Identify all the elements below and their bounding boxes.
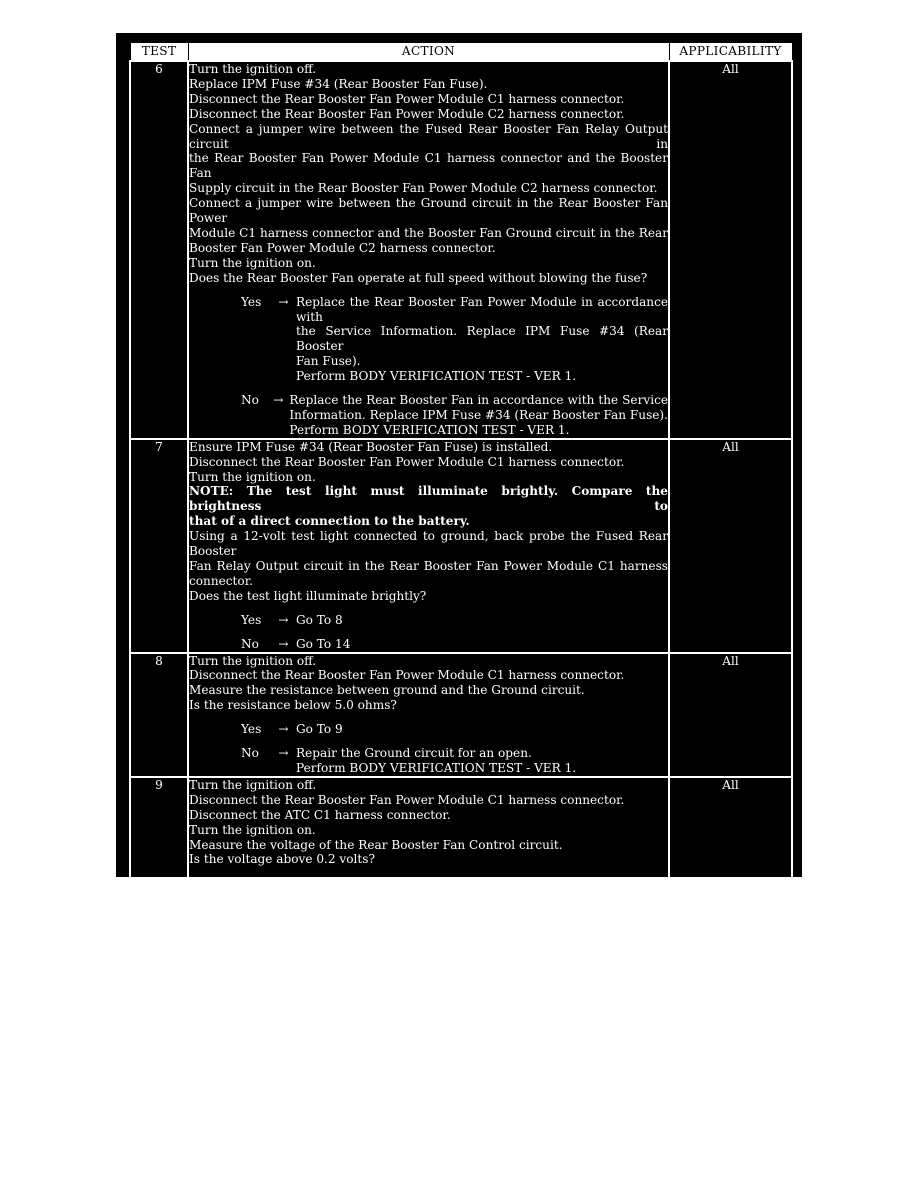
outcome-no	[189, 637, 668, 652]
outcome-answer: Yes	[241, 612, 262, 627]
right-arrow-icon: →	[273, 393, 284, 408]
outcome-no	[189, 746, 668, 776]
outcome-result	[296, 613, 668, 628]
test-number: 7	[130, 439, 188, 653]
outcome-line: Perform BODY VERIFICATION TEST - VER 1.	[271, 891, 552, 906]
action-step: Using a 12-volt test light connected to ground, back probe the Fused Rear Booster	[189, 529, 668, 559]
outcome-no	[189, 393, 668, 438]
action-step: Measure the resistance between ground and the Ground circuit.	[189, 683, 585, 698]
action-step: Turn the ignition on.	[189, 469, 316, 484]
diagnostic-test-table	[129, 42, 793, 932]
applicability-cell: All	[669, 439, 792, 653]
right-arrow-icon: →	[278, 294, 289, 309]
action-step: Disconnect the Rear Booster Fan Power Module C1 harness connector.	[189, 454, 625, 469]
right-arrow-icon: →	[278, 915, 289, 930]
header-applicability: APPLICABILITY	[669, 43, 792, 62]
action-step: Supply circuit in the Rear Booster Fan Power Module C2 harness connector.	[189, 181, 658, 196]
action-step: Connect a jumper wire between the Fused Rear Booster Fan Relay Output circuit in	[189, 121, 668, 151]
table-row	[130, 653, 792, 777]
action-cell	[188, 777, 678, 931]
action-step: Disconnect the Rear Booster Fan Power Module C2 harness connector.	[189, 106, 625, 121]
table-body	[130, 61, 792, 931]
diagnostic-table-frame	[116, 33, 802, 930]
action-step: Disconnect the Rear Booster Fan Power Module C1 harness connector.	[189, 792, 625, 807]
header-action: ACTION	[188, 43, 669, 62]
outcome-line: Go To 9	[296, 722, 343, 737]
applicability-cell: All	[669, 61, 792, 439]
test-number: 6	[130, 61, 188, 439]
outcome-result	[296, 722, 668, 737]
action-cell	[188, 653, 669, 777]
outcome-no	[189, 915, 668, 930]
outcome-line: Information. Replace IPM Fuse #34 (Rear Booster Fan Fuse).	[289, 407, 668, 422]
outcome-line: Perform BODY VERIFICATION TEST - VER 1.	[296, 760, 577, 775]
action-step: Turn the ignition off.	[189, 62, 317, 76]
action-step: Is the resistance below 5.0 ohms?	[189, 698, 397, 713]
outcome-answer: No	[241, 393, 259, 408]
action-step: connector.	[189, 573, 253, 588]
action-step: Module C1 harness connector and the Booster Fan Ground circuit in the Rear	[189, 225, 668, 240]
action-step: Disconnect the Rear Booster Fan Power Module C1 harness connector.	[189, 668, 625, 683]
action-step: Ensure IPM Fuse #34 (Rear Booster Fan Fuse) is installed.	[189, 439, 553, 454]
outcome-line: Perform BODY VERIFICATION TEST - VER 1.	[289, 422, 570, 437]
action-step: Disconnect the ATC C1 harness connector.	[189, 807, 451, 822]
action-step: Turn the ignition off.	[189, 777, 317, 792]
outcome-line: Go To 10	[296, 915, 351, 930]
outcome-result	[271, 876, 677, 906]
outcome-yes	[189, 613, 668, 628]
outcome-answer: Yes	[241, 876, 262, 891]
outcome-answer: No	[241, 636, 259, 651]
action-step: Measure the voltage of the Rear Booster Fan Control circuit.	[189, 837, 563, 852]
outcome-line: Perform BODY VERIFICATION TEST - VER 1.	[296, 369, 577, 384]
outcome-result	[296, 915, 668, 930]
table-row	[130, 439, 792, 653]
action-step: Does the Rear Booster Fan operate at full speed without blowing the fuse?	[189, 270, 648, 285]
outcome-line: the Service Information. Replace IPM Fuse #34 (Rear Booster	[296, 324, 668, 354]
action-step: Disconnect the Rear Booster Fan Power Module C1 harness connector.	[189, 91, 625, 106]
outcome-answer: No	[241, 746, 259, 761]
table-header-row	[130, 43, 792, 62]
header-test: TEST	[130, 43, 188, 62]
action-cell	[188, 439, 669, 653]
outcome-answer: Yes	[241, 294, 262, 309]
action-step: Booster Fan Power Module C2 harness connector.	[189, 240, 496, 255]
action-step: Turn the ignition off.	[189, 653, 317, 668]
outcome-yes	[189, 722, 668, 737]
outcome-result	[296, 746, 668, 776]
outcome-result	[289, 393, 668, 438]
outcome-result	[296, 637, 668, 652]
action-step: Does the test light illuminate brightly?	[189, 588, 427, 603]
action-cell	[188, 61, 669, 439]
right-arrow-icon: →	[261, 876, 272, 891]
test-number: 9	[130, 777, 188, 931]
outcome-yes	[189, 876, 678, 906]
note-text: that of a direct connection to the battery.	[189, 514, 470, 529]
outcome-line: Replace the Rear Booster Fan in accordance with the Service	[289, 393, 668, 408]
right-arrow-icon: →	[278, 746, 289, 761]
action-step: Turn the ignition on.	[189, 822, 316, 837]
note-text: NOTE: The test light must illuminate brightly. Compare the brightness to	[189, 484, 668, 514]
action-step: Turn the ignition on.	[189, 255, 316, 270]
table-row	[130, 61, 792, 439]
right-arrow-icon: →	[278, 722, 289, 737]
applicability-cell: All	[669, 653, 792, 777]
outcome-answer: No	[241, 915, 259, 930]
applicability-cell: All	[669, 777, 792, 931]
outcome-result	[296, 295, 668, 384]
action-step: Replace IPM Fuse #34 (Rear Booster Fan Fuse).	[189, 76, 488, 91]
action-step: Fan Relay Output circuit in the Rear Booster Fan Power Module C1 harness	[189, 559, 668, 573]
outcome-line: Repair the Ground circuit for an open.	[296, 746, 532, 761]
outcome-line: Go To 8	[296, 612, 343, 627]
right-arrow-icon: →	[278, 612, 289, 627]
right-arrow-icon: →	[278, 636, 289, 651]
test-number: 8	[130, 653, 188, 777]
outcome-answer: Yes	[241, 722, 262, 737]
action-step: Connect a jumper wire between the Ground circuit in the Rear Booster Fan Power	[189, 196, 668, 226]
outcome-line: Go To 14	[296, 636, 351, 651]
outcome-line: Repair the Rear Booster Fan Control circuit for a short to voltage.	[271, 876, 678, 891]
action-step: Is the voltage above 0.2 volts?	[189, 852, 375, 867]
table-row	[130, 777, 792, 931]
outcome-yes	[189, 295, 668, 384]
outcome-line: Fan Fuse).	[296, 354, 361, 369]
action-step: the Rear Booster Fan Power Module C1 harness connector and the Booster Fan	[189, 151, 668, 181]
outcome-line: Replace the Rear Booster Fan Power Module in accordance with	[296, 294, 668, 324]
